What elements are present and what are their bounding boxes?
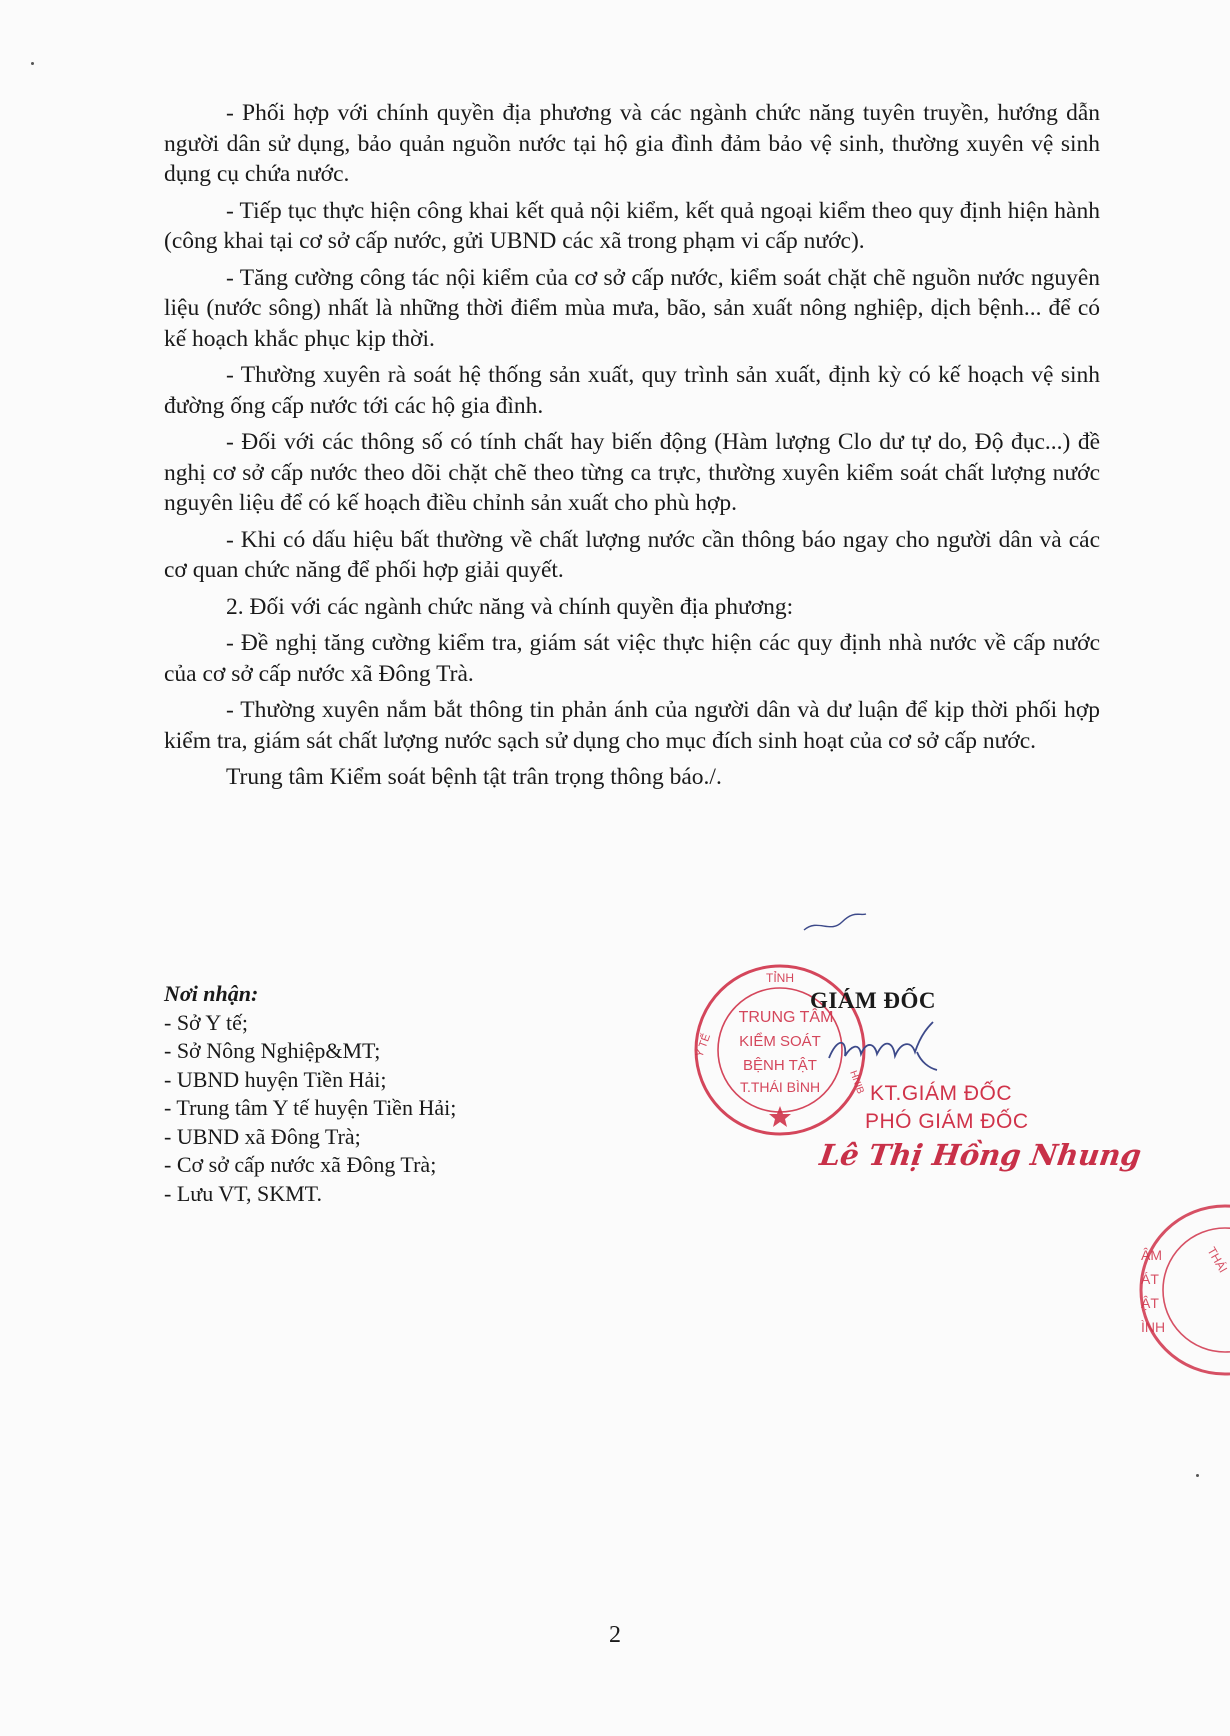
svg-text:ÁT: ÁT: [1141, 1271, 1159, 1287]
svg-text:HNIB: HNIB: [847, 1069, 866, 1096]
svg-text:THÁI: THÁI: [1204, 1244, 1230, 1276]
paragraph-coordinate-local: - Phối hợp với chính quyền địa phương và các ngành chức năng tuyên truyền, hướng dẫn người dân sử dụng, bảo quản nguồn nước tại hộ gia đình đảm bảo vệ sinh, thường xuyên vệ sinh dụng cụ chứa nước.: [164, 100, 1100, 187]
page-number: 2: [609, 1622, 621, 1648]
recipients-block: [164, 980, 684, 1208]
recipient-item: - Cơ sở cấp nước xã Đông Trà;: [164, 1152, 437, 1177]
recipient-item: - UBND huyện Tiền Hải;: [164, 1066, 387, 1092]
director-title: GIÁM ĐỐC: [810, 988, 937, 1013]
kt-director-title: KT.GIÁM ĐỐC: [870, 1082, 1013, 1105]
deputy-director-title: PHÓ GIÁM ĐỐC: [865, 1110, 1029, 1133]
recipient-item: - Trung tâm Y tế huyện Tiền Hải;: [164, 1095, 457, 1120]
svg-text:TỈNH: TỈNH: [766, 971, 794, 985]
svg-text:TRUNG TÂM: TRUNG TÂM: [738, 1009, 834, 1026]
pen-flourish-icon: [800, 910, 870, 940]
signature-scribble-icon: [825, 1018, 945, 1078]
recipient-item: - Lưu VT, SKMT.: [164, 1180, 322, 1206]
recipients-heading: Nơi nhận:: [164, 981, 259, 1006]
paragraph-publish-results: - Tiếp tục thực hiện công khai kết quả nội kiểm, kết quả ngoại kiểm theo quy định hiện hành (công khai tại cơ sở cấp nước, gửi UBND các xã trong phạm vi cấp nước).: [164, 197, 1100, 254]
section-heading-authorities: 2. Đối với các ngành chức năng và chính quyền địa phương:: [226, 593, 794, 620]
recipient-item: - UBND xã Đông Trà;: [164, 1123, 361, 1149]
svg-text:BỆNH TẬT: BỆNH TẬT: [743, 1057, 817, 1074]
paragraph-public-feedback: - Thường xuyên nắm bắt thông tin phản ánh của người dân và dư luận để kịp thời phối hợp kiểm tra, giám sát chất lượng nước sạch sử dụng cho mục đích sinh hoạt của cơ sở cấp nước.: [164, 697, 1100, 754]
scan-speck: [31, 62, 34, 65]
svg-text:Y TẾ: Y TẾ: [693, 1032, 714, 1060]
paragraph-variable-parameters: - Đối với các thông số có tính chất hay biến động (Hàm lượng Clo dư tự do, Độ đục...) đề nghị cơ sở cấp nước theo dõi chặt chẽ theo từng ca trực, thường xuyên kiểm soát chất lượng nước nguyên liệu để có kế hoạch điều chỉnh sản xuất cho phù hợp.: [164, 429, 1100, 516]
svg-text:ÂM: ÂM: [1141, 1247, 1162, 1263]
recipient-item: - Sở Nông Nghiệp&MT;: [164, 1038, 381, 1063]
closing-statement: Trung tâm Kiểm soát bệnh tật trân trọng thông báo./.: [226, 764, 722, 790]
paragraph-internal-inspection: - Tăng cường công tác nội kiểm của cơ sở cấp nước, kiểm soát chặt chẽ nguồn nước nguyên liệu (nước sông) nhất là những thời điểm mùa mưa, bão, sản xuất nông nghiệp, dịch bệnh... để có kế hoạch khắc phục kịp thời.: [164, 264, 1100, 352]
svg-text:ẬT: ẬT: [1141, 1295, 1159, 1311]
partial-seal-icon: [1125, 1200, 1230, 1380]
signer-name: Lê Thị Hồng Nhung: [817, 1138, 1144, 1172]
svg-text:T.THÁI BÌNH: T.THÁI BÌNH: [739, 1079, 821, 1095]
svg-text:ÌNH: ÌNH: [1141, 1319, 1166, 1335]
svg-text:KIỂM SOÁT: KIỂM SOÁT: [739, 1033, 821, 1050]
recipient-item: - Sở Y tế;: [164, 1009, 248, 1035]
signature-block: [690, 960, 1144, 1190]
body-text: [164, 98, 1100, 799]
scan-speck: [1196, 1474, 1199, 1477]
paragraph-increase-inspection: - Đề nghị tăng cường kiểm tra, giám sát việc thực hiện các quy định nhà nước về cấp nước của cơ sở cấp nước xã Đông Trà.: [164, 630, 1100, 687]
paragraph-abnormal-signs: - Khi có dấu hiệu bất thường về chất lượng nước cần thông báo ngay cho người dân và các cơ quan chức năng để phối hợp giải quyết.: [164, 526, 1100, 583]
paragraph-review-system: - Thường xuyên rà soát hệ thống sản xuất, quy trình sản xuất, định kỳ có kế hoạch vệ sinh đường ống cấp nước tới các hộ gia đình.: [164, 362, 1100, 419]
